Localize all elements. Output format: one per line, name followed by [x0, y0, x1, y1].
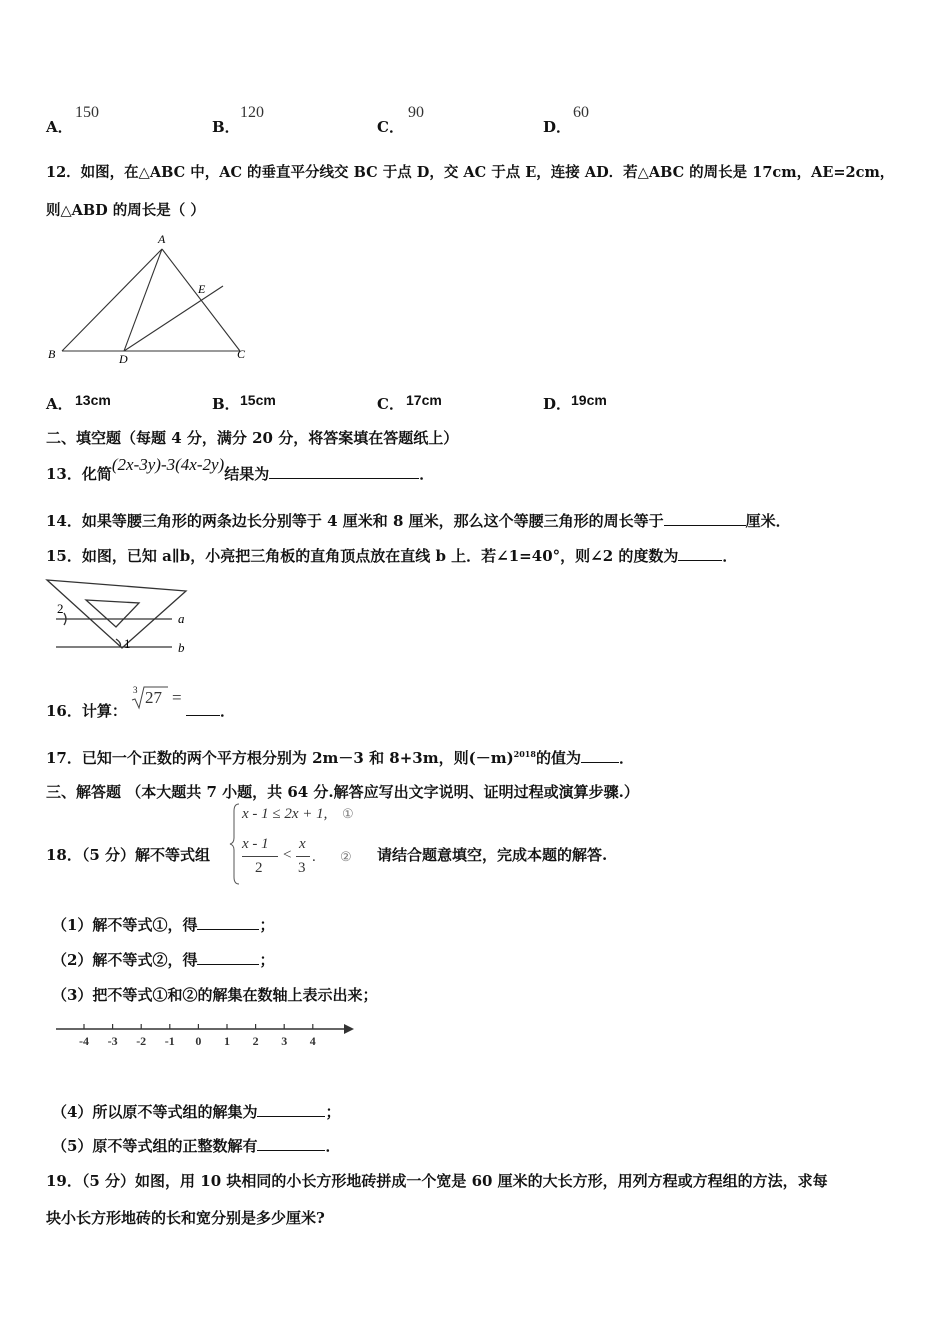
q11-option-a-letter: A． [46, 118, 73, 136]
q12-option-c-value: 17cm [406, 392, 442, 408]
q12-option-c-letter: C． [377, 395, 404, 413]
q14-line [46, 510, 791, 531]
left-brace [230, 803, 240, 885]
label-e: E [198, 282, 206, 296]
q16-answer [186, 700, 235, 721]
q16-line [46, 700, 127, 721]
label-a: a [178, 611, 185, 626]
q18-inequality-system [230, 803, 380, 885]
q19-stem-line1: 19．（5 分）如图，用 10 块相同的小长方形地砖拼成一个宽是 60 厘米的大长方形，用列方程或方程组的方法，求每 [46, 1172, 828, 1190]
segment-ad [124, 249, 162, 351]
q12-option-d-value: 19cm [571, 392, 607, 408]
q11-option-c-value: 90 [408, 104, 424, 121]
tick-label: 4 [309, 1034, 316, 1048]
section2-heading: 二、填空题（每题 4 分，满分 20 分，将答案填在答题纸上） [46, 429, 459, 447]
q13-expression: (2x-3y)-3(4x-2y) [111, 455, 225, 474]
q16-answer-blank[interactable] [186, 701, 220, 716]
q13-answer-blank[interactable] [269, 464, 419, 479]
label-a: A [158, 232, 166, 246]
label-b: B [48, 347, 56, 361]
tick-label: -2 [136, 1034, 147, 1048]
q12-triangle-figure [40, 232, 270, 367]
label-angle-1: 1 [124, 636, 131, 651]
q17-text: 17．已知一个正数的两个平方根分别为 2m－3 和 8+3m，则(－m) [46, 749, 514, 767]
q12-option-a-letter: A． [46, 395, 73, 413]
q18-fraction-bar-left [242, 856, 278, 857]
q18-suffix: 请结合题意填空，完成本题的解答. [377, 846, 608, 864]
q13-suffix: 结果为 [224, 465, 270, 483]
label-angle-2: 2 [57, 601, 64, 616]
q16-equals: = [172, 688, 182, 707]
q18-ineq2-denominator: 2 [255, 860, 263, 876]
q16-root-index: 3 [133, 685, 138, 695]
q18-part-3: （3）把不等式①和②的解集在数轴上表示出来； [52, 986, 378, 1004]
q11-option-d-letter: D． [543, 118, 572, 136]
tick-label: 1 [224, 1034, 230, 1048]
q18-ineq2-rden: 3 [298, 860, 306, 876]
q12-option-d-letter: D． [543, 395, 572, 413]
q13-line [46, 455, 435, 484]
q17-line [46, 747, 634, 768]
q18-ineq2-dot: . [312, 849, 316, 865]
q18-part2-blank[interactable] [197, 950, 259, 965]
q17-exponent: 2018 [513, 749, 536, 759]
q17-answer-blank[interactable] [581, 748, 619, 763]
tick-label: -1 [164, 1034, 175, 1048]
tick-label: 0 [195, 1034, 202, 1048]
q18-prefix: 18．（5 分）解不等式组 [46, 846, 211, 864]
q19-stem-line2: 块小长方形地砖的长和宽分别是多少厘米? [46, 1209, 325, 1227]
q18-part-2: （2）解不等式②，得 ； [52, 951, 275, 969]
tick-label: 3 [281, 1034, 288, 1048]
q15-answer-blank[interactable] [678, 546, 722, 561]
q17-suffix: 的值为 [535, 749, 581, 767]
q13-prefix: 13．化简 [46, 465, 112, 483]
q12-stem-line1: 12．如图，在△ABC 中，AC 的垂直平分线交 BC 于点 D，交 AC 于点 E，连接 AD．若△ABC 的周长是 17cm，AE=2cm， [46, 164, 895, 181]
q14-end: 厘米． [745, 512, 791, 530]
tick-label: 2 [252, 1034, 259, 1048]
q18-ineq2-mark: ② [340, 849, 352, 864]
q18-part1-blank[interactable] [197, 915, 259, 930]
q14-text: 14．如果等腰三角形的两条边长分别等于 4 厘米和 8 厘米，那么这个等腰三角形的周长等于 [46, 512, 664, 530]
q18-ineq1-mark: ① [342, 806, 354, 821]
tick-label: -3 [107, 1034, 118, 1048]
perpendicular-bisector [124, 286, 223, 351]
q12-option-b-letter: B． [212, 395, 240, 413]
q17-end: ． [618, 749, 634, 767]
q18-part5-blank[interactable] [257, 1136, 325, 1151]
section3-heading: 三、解答题 （本大题共 7 小题，共 64 分.解答应写出文字说明、证明过程或演算步骤.） [46, 783, 639, 801]
q12-stem-line2: 则△ABD 的周长是（ ） [46, 202, 205, 219]
q18-part-5: （5）原不等式组的正整数解有 ． [52, 1137, 341, 1155]
q14-answer-blank[interactable] [664, 511, 746, 526]
q18-ineq2-numerator: x - 1 [242, 836, 269, 852]
q15-parallel-lines-figure [44, 575, 204, 660]
triangle-ruler-outer [47, 580, 186, 648]
q18-ineq2-rnum: x [299, 836, 306, 852]
label-d: D [119, 352, 128, 366]
q15-text: 15．如图，已知 a∥b，小亮把三角板的直角顶点放在直线 b 上．若∠1=40°，则∠2 的度数为 [46, 547, 679, 565]
q18-part4-blank[interactable] [257, 1102, 325, 1117]
q11-option-c-letter: C． [377, 118, 404, 136]
q18-ineq1: x - 1 ≤ 2x + 1, [242, 806, 328, 822]
q13-end: ． [419, 465, 435, 483]
q18-fraction-bar-right [296, 856, 310, 857]
q18-part-1: （1）解不等式①，得 ； [52, 916, 275, 934]
q12-option-a-value: 13cm [75, 392, 111, 408]
label-b: b [178, 640, 185, 655]
q11-option-b-letter: B． [212, 118, 240, 136]
q16-end: ． [220, 702, 236, 720]
q15-line [46, 545, 737, 566]
q15-end: ． [722, 547, 738, 565]
q11-option-d-value: 60 [573, 104, 589, 121]
q18-part-4: （4）所以原不等式组的解集为 ； [52, 1103, 341, 1121]
q16-radicand: 27 [145, 688, 162, 707]
q18-number-line[interactable] [56, 1020, 366, 1060]
q12-option-b-value: 15cm [240, 392, 276, 408]
q18-ineq2-lt: < [283, 847, 292, 863]
q16-prefix: 16．计算： [46, 702, 127, 720]
tick-label: -4 [79, 1034, 89, 1048]
label-c: C [237, 347, 246, 361]
q11-option-b-value: 120 [240, 104, 264, 121]
q11-option-a-value: 150 [75, 104, 99, 121]
